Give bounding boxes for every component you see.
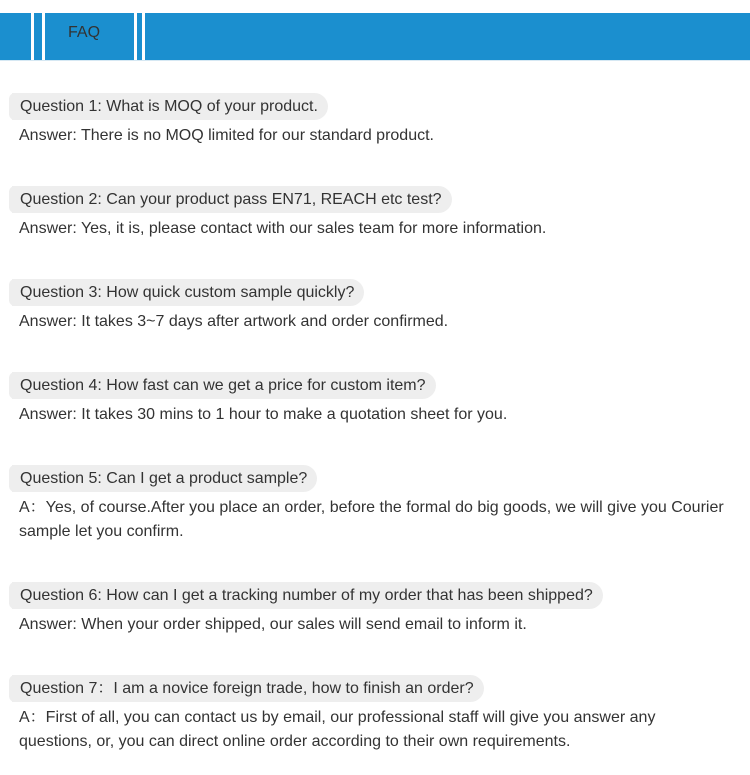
header-stripe xyxy=(142,13,145,60)
faq-question: Question 6: How can I get a tracking number of my order that has been shipped? xyxy=(12,582,603,609)
faq-question: Question 2: Can your product pass EN71, REACH etc test? xyxy=(12,186,452,213)
faq-answer: Answer: It takes 3~7 days after artwork and order confirmed. xyxy=(19,313,449,330)
faq-answer: A：Yes, of course.After you place an order, before the formal do big goods, we will give you Courier sample let you confirm. xyxy=(19,499,724,540)
page-title: FAQ xyxy=(68,24,101,41)
faq-answer: Answer: There is no MOQ limited for our standard product. xyxy=(19,127,434,144)
faq-question: Question 3: How quick custom sample quickly? xyxy=(12,279,364,306)
faq-answer: A：First of all, you can contact us by email, our professional staff will give you answer any questions, or, you can direct online order according to their own requirements. xyxy=(19,709,656,750)
header-stripe xyxy=(42,13,45,60)
header-stripe xyxy=(134,13,137,60)
faq-question: Question 4: How fast can we get a price for custom item? xyxy=(12,372,436,399)
faq-answer: Answer: It takes 30 mins to 1 hour to make a quotation sheet for you. xyxy=(19,406,508,423)
header-divider xyxy=(0,60,750,61)
faq-question: Question 7：I am a novice foreign trade, how to finish an order? xyxy=(12,675,484,702)
faq-answer: Answer: When your order shipped, our sales will send email to inform it. xyxy=(19,616,527,633)
faq-header-bar xyxy=(0,13,750,60)
faq-question: Question 5: Can I get a product sample? xyxy=(12,465,317,492)
faq-answer: Answer: Yes, it is, please contact with our sales team for more information. xyxy=(19,220,547,237)
header-stripe xyxy=(31,13,34,60)
faq-question: Question 1: What is MOQ of your product. xyxy=(12,93,328,120)
